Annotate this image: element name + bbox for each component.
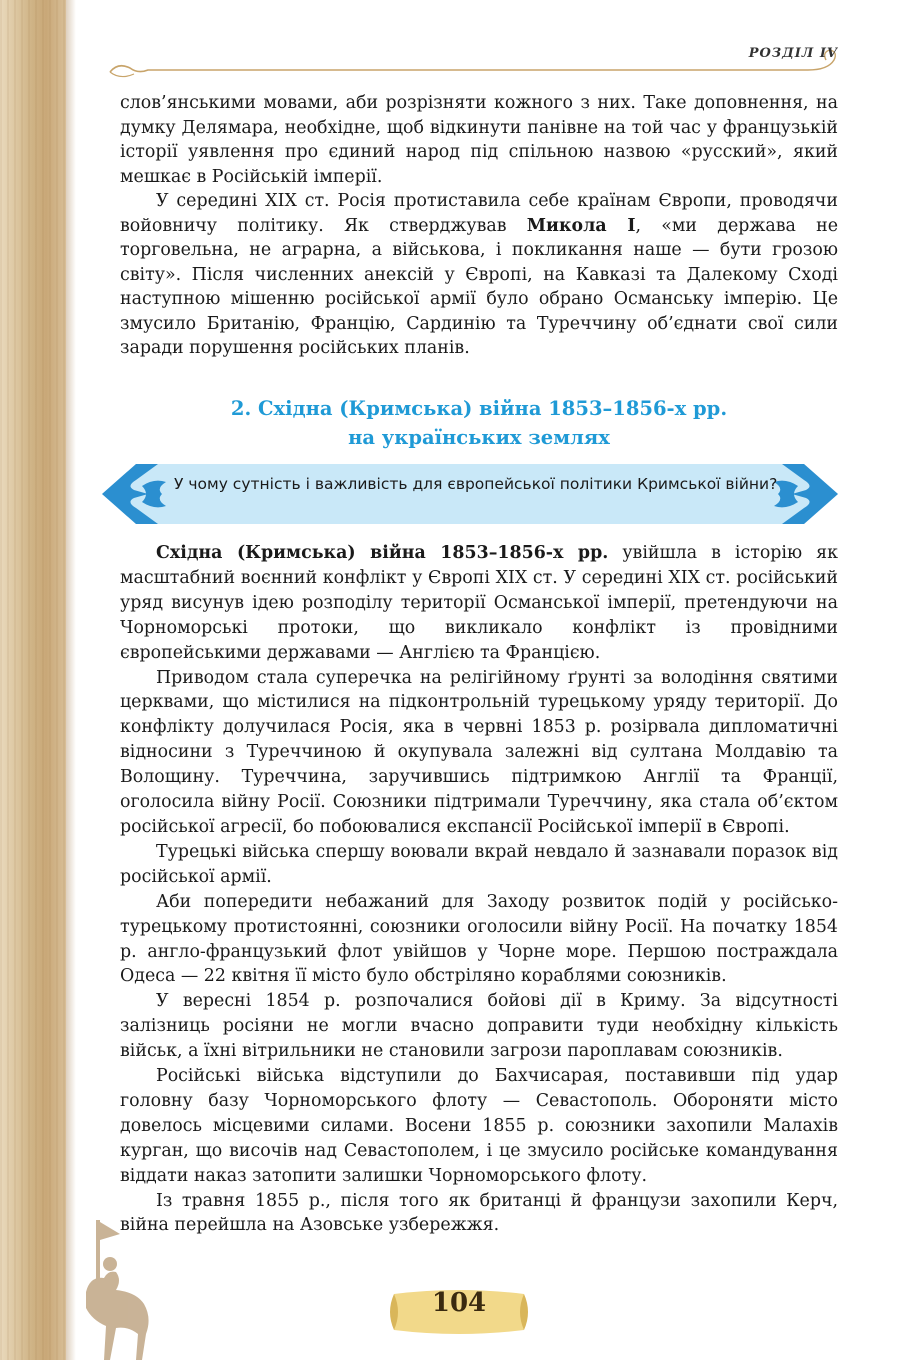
section-heading [120, 394, 838, 452]
paragraph-azov: Із травня 1855 р., після того як британці й французи захопили Керч, війна перейшла на Азовське узбережжя. [120, 1190, 838, 1236]
question-text: У чому сутність і важливість для європейської політики Кримської війни? [174, 475, 778, 493]
section-label: РОЗДІЛ IV [748, 46, 838, 61]
wood-margin-shadow [66, 0, 76, 1360]
section-heading-line2: на українських землях [348, 426, 610, 449]
paragraph-turkish-defeats: Турецькі війська спершу воювали вкрай невдало й зазнавали поразок від російської армії. [120, 841, 838, 887]
main-text-block [120, 541, 838, 1238]
paragraph-pretext: Приводом стала суперечка на релігійному ґрунті за володіння святими церквами, що містилися на підконтрольній турецькому уряду території. До конфлікту долучилася Росія, яка в червні 1853 р. розірвала дипломатичні відносини з Туреччиною й окупувала залежні від султана Молдавію та Волощину. Туреччина, заручившись підтримкою Англії та Франції, оголосила війну Росії. Союзники підтримали Туреччину, яка стала об’єктом російської агресії, бо побоювалися експансії Російської імперії в Європі. [120, 667, 838, 837]
paragraph-text: , «ми держава не торговельна, не аграрна, а військова, і покликання наше — бути грозою світу». Після численних анексій у Європі, на Кавказі та Далекому Сході наступною мішенню російської армії було обрано Османську імперію. Це змусило Британію, Францію, Сардинію та Туреччину об’єднати свої сили заради порушення російських планів. [120, 215, 838, 358]
section-heading-line1: 2. Східна (Кримська) війна 1853–1856-х рр. [230, 397, 728, 420]
paragraph-sevastopol: Російські війська відступили до Бахчисарая, поставивши під удар головну базу Чорноморського флоту — Севастополь. Обороняти місто довелось місцевими силами. Восени 1855 р. союзники захопили Малахів курган, що височів над Севастополем, і це змусило російське командування віддати наказ затопити залишки Чорноморського флоту. [120, 1066, 838, 1186]
wood-margin-decoration [0, 0, 66, 1360]
paragraph-nicholas [120, 189, 838, 361]
bold-term: Східна (Кримська) війна 1853–1856-х рр. [156, 543, 609, 563]
paragraph-continued: слов’янськими мовами, аби розрізняти кожного з них. Таке доповнення, на думку Делямара, необхідне, щоб відкинути панівне на той час у французькій історії уявлення про єдиний народ під спільною назвою «русский», який мешкає в Російській імперії. [120, 93, 838, 187]
paragraph-text: У середині XIX ст. Росія протиставила себе країнам Європи, проводячи войовничу політику. Як стверджував [120, 191, 838, 236]
cossack-rider-illustration [56, 1200, 176, 1360]
paragraph-text: увійшла в історію як масштабний воєнний конфлікт у Європі XIX ст. У середині XIX ст. російський уряд висунув ідею розподілу території Османської імперії, претендуючи на Чорноморські протоки, що викликало конфлікт із провідними європейськими державами — Англією та Францією. [120, 543, 838, 663]
page-number: 104 [431, 1288, 487, 1318]
paragraph-crimea: У вересні 1854 р. розпочалися бойові дії в Криму. За відсутності залізниць росіяни не могли вчасно доправити туди необхідну кількість військ, а їхні вітрильники не становили загрози пароплавам союзників. [120, 991, 838, 1062]
top-text-block [120, 91, 838, 361]
bold-name: Микола I [526, 215, 636, 236]
paragraph-allies-declare: Аби попередити небажаний для Заходу розвиток подій у російсько-турецькому протистоянні, союзники оголосили війну Росії. На початку 1854 р. англо-французький флот увійшов у Чорне море. Першою постраждала Одеса — 22 квітня її місто було обстріляно кораблями союзників. [120, 891, 838, 987]
paragraph-war-intro [120, 541, 838, 666]
